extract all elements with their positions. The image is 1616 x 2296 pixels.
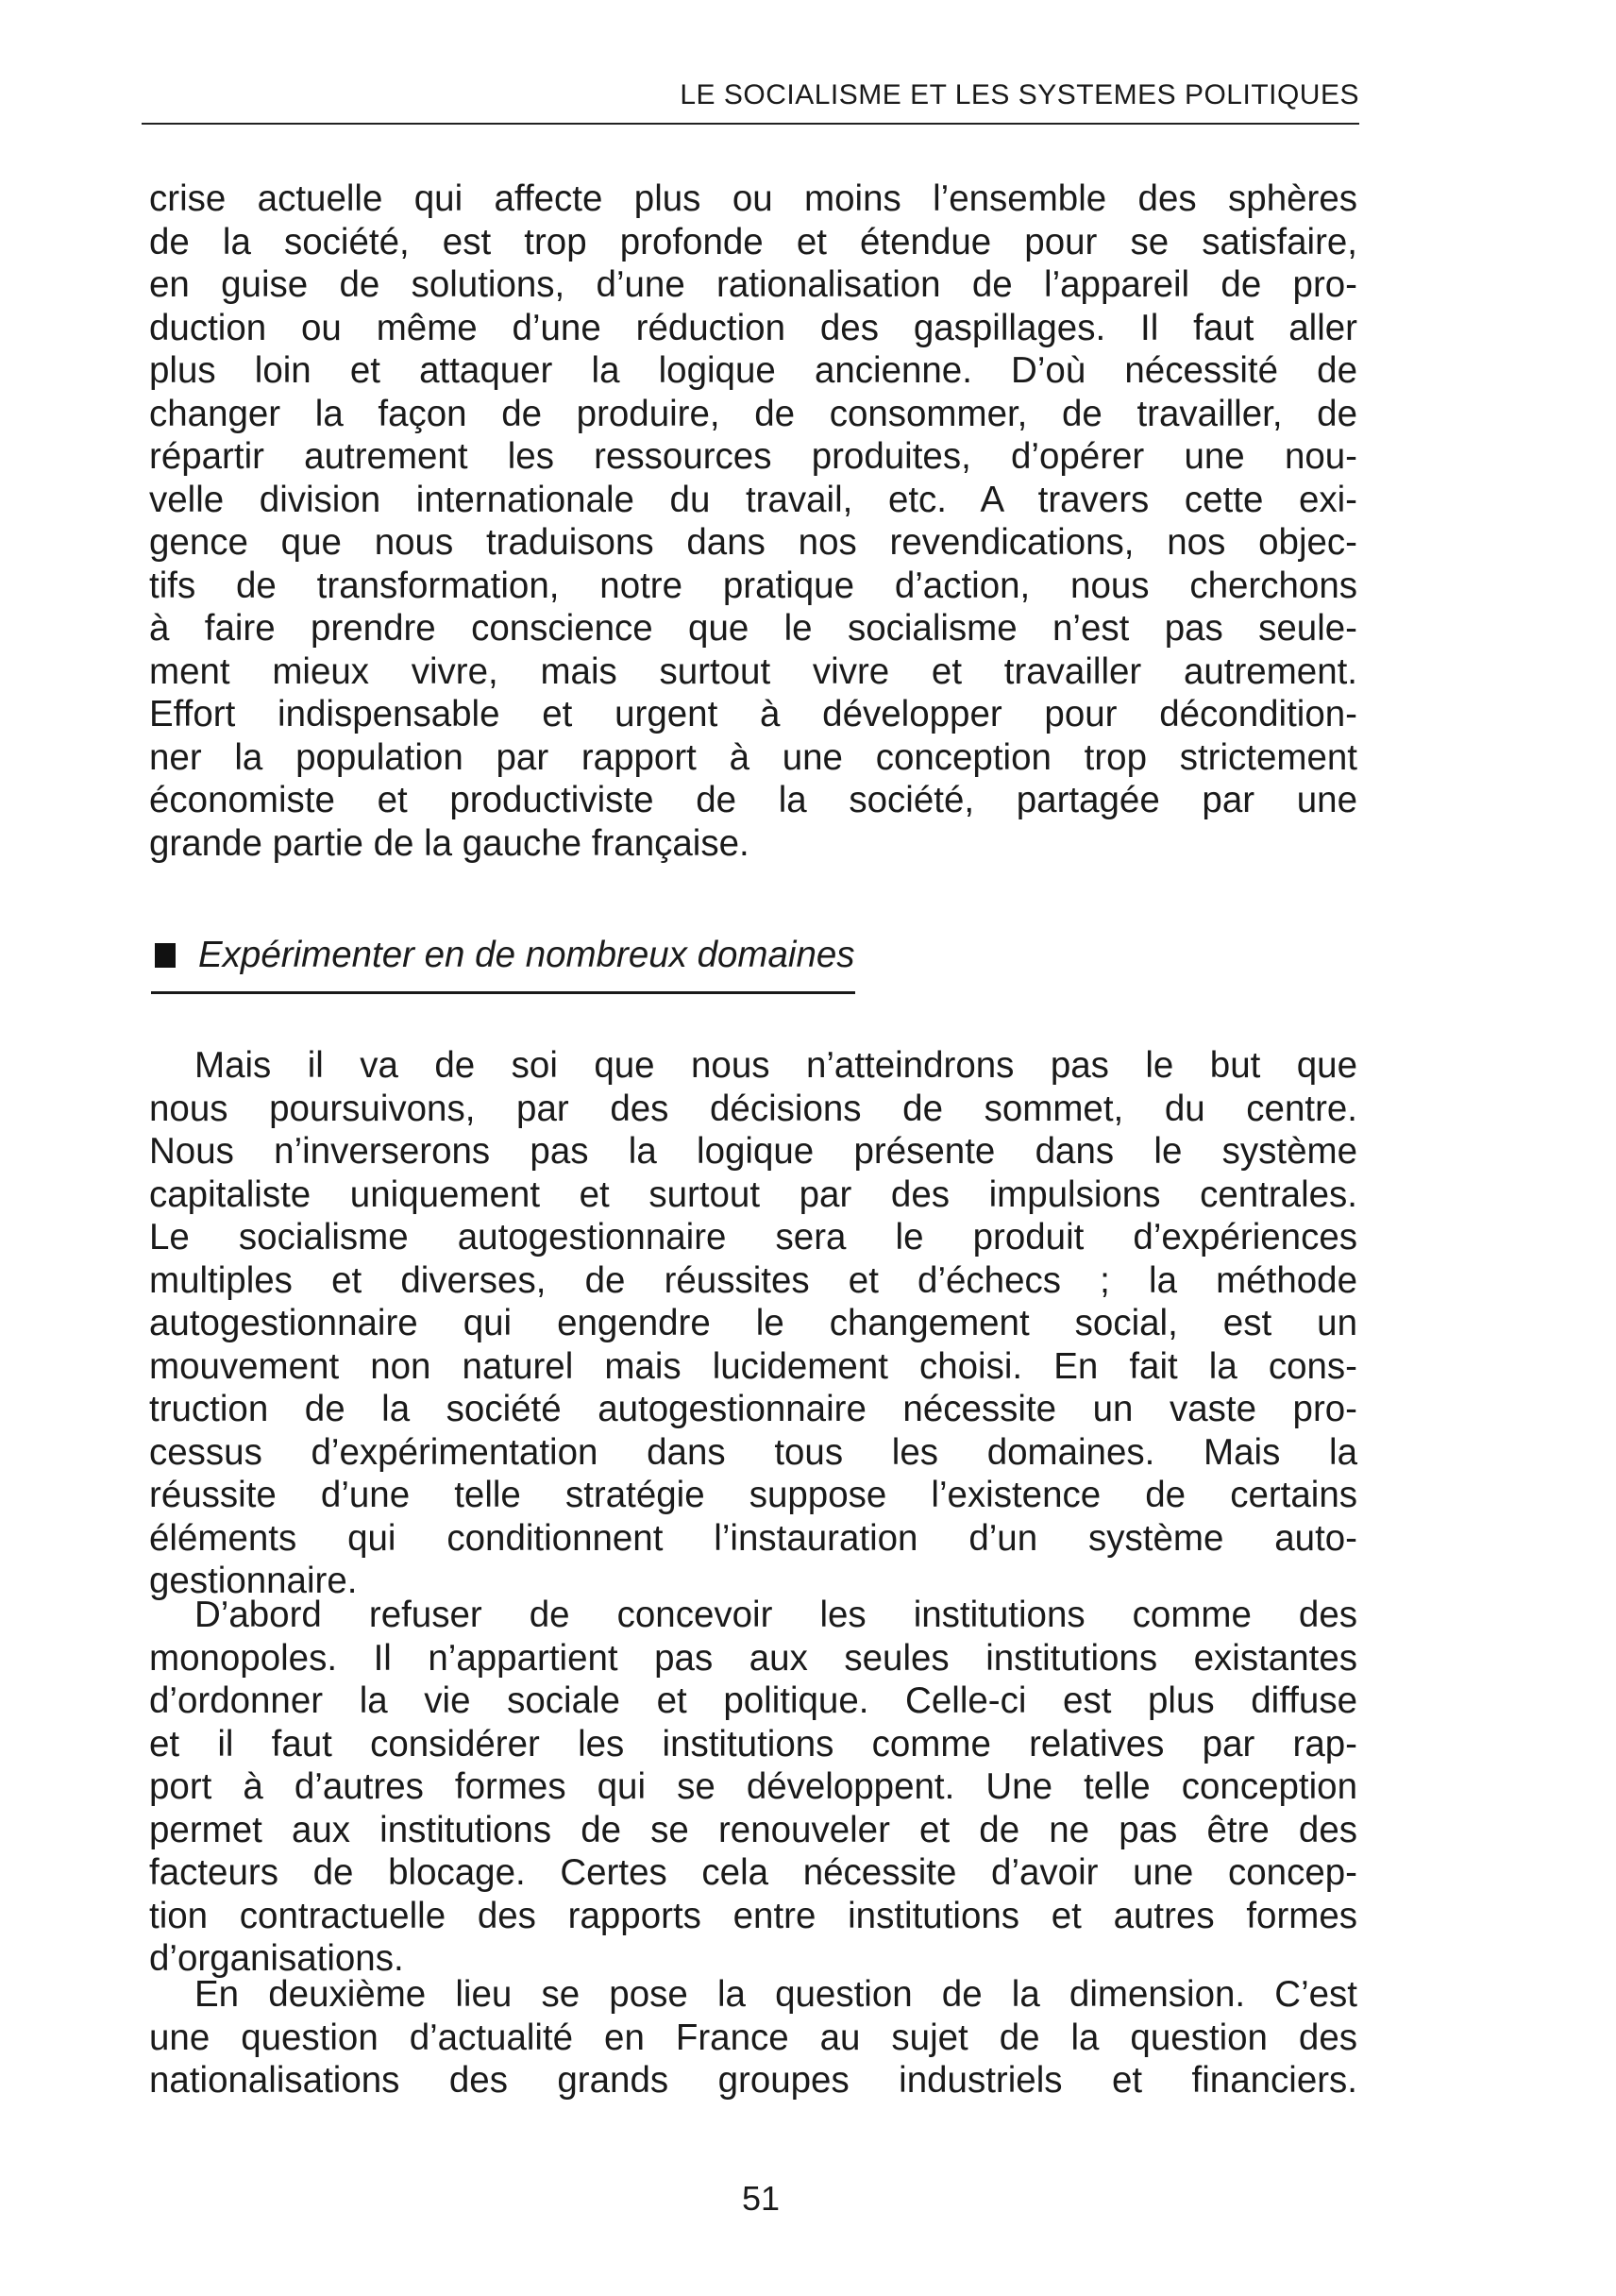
text-line: truction de la société autogestionnaire nécessite un vaste pro- — [149, 1389, 1357, 1429]
text-line: ment mieux vivre, mais surtout vivre et travailler autrement. — [149, 650, 1357, 692]
text-line: tion contractuelle des rapports entre institutions et autres formes — [149, 1895, 1357, 1936]
text-line: à faire prendre conscience que le socialisme n’est pas seule- — [149, 608, 1357, 649]
text-line: multiples et diverses, de réussites et d’échecs ; la méthode — [149, 1259, 1357, 1301]
paragraph-2 — [149, 1044, 1357, 1603]
text-line: Mais il va de soi que nous n’atteindrons pas le but que — [194, 1045, 1357, 1086]
text-line: autogestionnaire qui engendre le changement social, est un — [149, 1303, 1357, 1343]
text-line: nationalisations des grands groupes industriels et financiers. — [149, 2060, 1357, 2101]
text-line: monopoles. Il n’appartient pas aux seules institutions existantes — [149, 1637, 1357, 1679]
text-line: capitaliste uniquement et surtout par des impulsions centrales. — [149, 1173, 1357, 1215]
text-line: ner la population par rapport à une conception trop strictement — [149, 736, 1357, 778]
text-line: une question d’actualité en France au sujet de la question des — [149, 2017, 1357, 2058]
text-line: d’ordonner la vie sociale et politique. Celle-ci est plus diffuse — [149, 1680, 1357, 1721]
text-line: En deuxième lieu se pose la question de la dimension. C’est — [194, 1974, 1357, 2015]
text-line: duction ou même d’une réduction des gaspillages. Il faut aller — [149, 307, 1357, 348]
running-head: LE SOCIALISME ET LES SYSTEMES POLITIQUES — [142, 79, 1359, 125]
text-line: mouvement non naturel mais lucidement choisi. En fait la cons- — [149, 1345, 1357, 1387]
paragraph-1 — [149, 177, 1357, 865]
text-line: crise actuelle qui affecte plus ou moins l’ensemble des sphères — [149, 178, 1357, 219]
text-line: port à d’autres formes qui se développent. Une telle conception — [149, 1766, 1357, 1807]
page-number-text: 51 — [741, 2179, 781, 2218]
text-line: économiste et productiviste de la société, partagée par une — [149, 780, 1357, 820]
text-line: plus loin et attaquer la logique ancienne. D’où nécessité de — [149, 350, 1357, 391]
page-number — [0, 2179, 1522, 2219]
section-heading-text: Expérimenter en de nombreux domaines — [198, 935, 855, 975]
text-line: Nous n’inverserons pas la logique présente dans le système — [149, 1131, 1357, 1172]
text-line: d’organisations. — [149, 1938, 404, 1979]
text-line: cessus d’expérimentation dans tous les domaines. Mais la — [149, 1431, 1357, 1473]
text-line: Effort indispensable et urgent à développer pour décondition- — [149, 694, 1357, 734]
text-line: répartir autrement les ressources produites, d’opérer une nou- — [149, 436, 1357, 477]
text-line: tifs de transformation, notre pratique d’action, nous cherchons — [149, 565, 1357, 606]
text-line: D’abord refuser de concevoir les institutions comme des — [194, 1595, 1357, 1635]
text-line: changer la façon de produire, de consommer, de travailler, de — [149, 393, 1357, 434]
text-line: en guise de solutions, d’une rationalisation de l’appareil de pro- — [149, 264, 1357, 305]
square-bullet-icon — [155, 943, 176, 968]
text-line: de la société, est trop profonde et étendue pour se satisfaire, — [149, 221, 1357, 262]
text-line: facteurs de blocage. Certes cela nécessite d’avoir une concep- — [149, 1852, 1357, 1893]
section-heading — [151, 935, 855, 994]
paragraph-3 — [149, 1594, 1357, 1981]
text-line: velle division internationale du travail, etc. A travers cette exi- — [149, 479, 1357, 520]
text-line: Le socialisme autogestionnaire sera le produit d’expériences — [149, 1217, 1357, 1258]
text-line: gestionnaire. — [149, 1561, 358, 1601]
text-line: réussite d’une telle stratégie suppose l’existence de certains — [149, 1475, 1357, 1515]
text-line: nous poursuivons, par des décisions de sommet, du centre. — [149, 1088, 1357, 1129]
text-line: éléments qui conditionnent l’instauration d’un système auto- — [149, 1517, 1357, 1559]
paragraph-4 — [149, 1973, 1357, 2102]
text-line: et il faut considérer les institutions comme relatives par rap- — [149, 1723, 1357, 1764]
text-line: permet aux institutions de se renouveler et de ne pas être des — [149, 1809, 1357, 1850]
text-line: gence que nous traduisons dans nos revendications, nos objec- — [149, 522, 1357, 563]
text-line: grande partie de la gauche française. — [149, 822, 749, 864]
